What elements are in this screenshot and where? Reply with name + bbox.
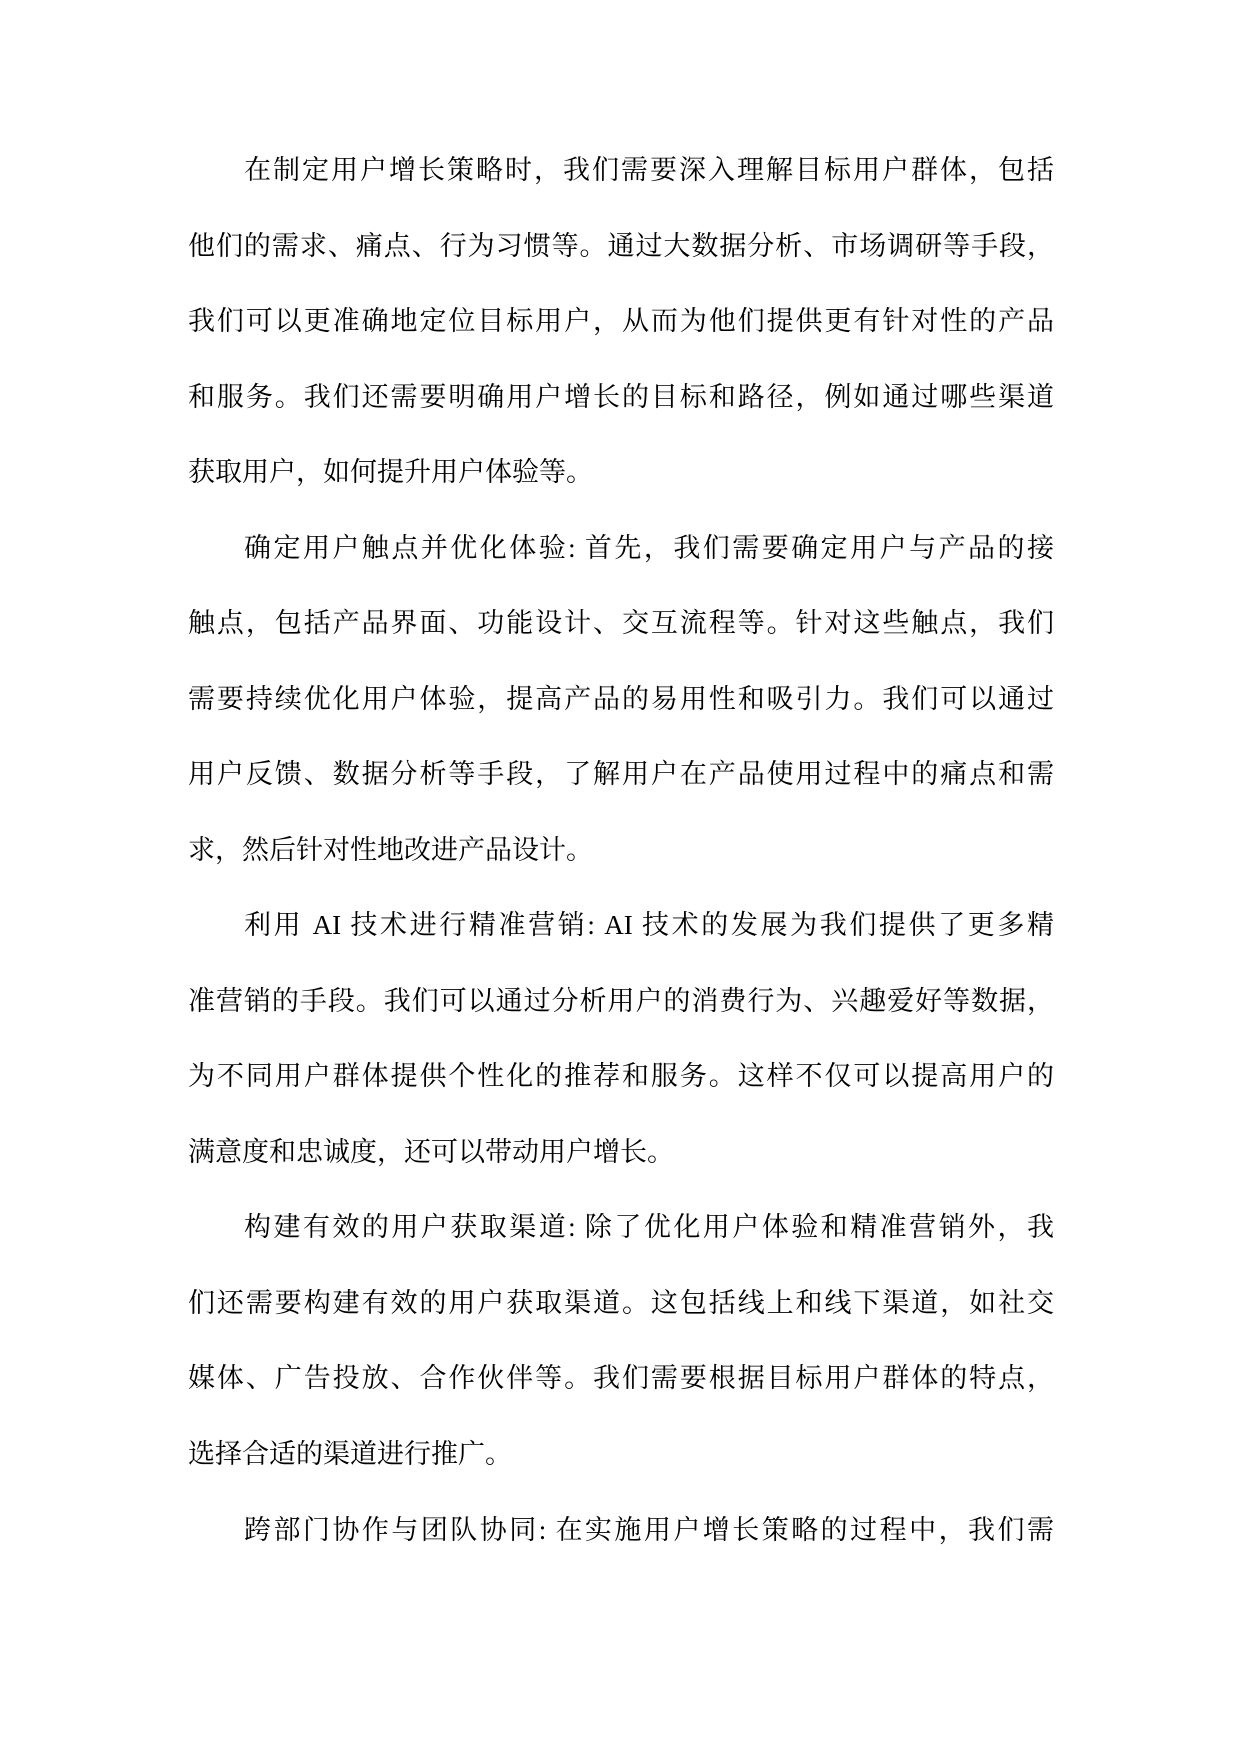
text-line: 媒体、广告投放、合作伙伴等。我们需要根据目标用户群体的特点，	[188, 1363, 1054, 1393]
text-line: 我们可以更准确地定位目标用户，从而为他们提供更有针对性的产品	[188, 306, 1054, 336]
text-line: 在制定用户增长策略时，我们需要深入理解目标用户群体，包括	[244, 155, 1054, 185]
text-line: 跨部门协作与团队协同: 在实施用户增长策略的过程中，我们需	[244, 1515, 1054, 1545]
text-line: 构建有效的用户获取渠道: 除了优化用户体验和精准营销外，我	[244, 1212, 1054, 1242]
text-line: 他们的需求、痛点、行为习惯等。通过大数据分析、市场调研等手段，	[188, 231, 1054, 261]
text-line: 需要持续优化用户体验，提高产品的易用性和吸引力。我们可以通过	[188, 684, 1054, 714]
text-line: 选择合适的渠道进行推广。	[188, 1439, 512, 1469]
text-line: 利用 AI 技术进行精准营销: AI 技术的发展为我们提供了更多精	[244, 910, 1054, 940]
text-line: 求，然后针对性地改进产品设计。	[188, 835, 593, 865]
text-line: 触点，包括产品界面、功能设计、交互流程等。针对这些触点，我们	[188, 608, 1054, 638]
text-line: 准营销的手段。我们可以通过分析用户的消费行为、兴趣爱好等数据，	[188, 986, 1054, 1016]
text-line: 为不同用户群体提供个性化的推荐和服务。这样不仅可以提高用户的	[188, 1061, 1054, 1091]
text-line: 获取用户，如何提升用户体验等。	[188, 457, 593, 487]
text-line: 和服务。我们还需要明确用户增长的目标和路径，例如通过哪些渠道	[188, 382, 1054, 412]
document-text-area	[188, 0, 1054, 1754]
text-line: 们还需要构建有效的用户获取渠道。这包括线上和线下渠道，如社交	[188, 1288, 1054, 1318]
text-line: 确定用户触点并优化体验: 首先，我们需要确定用户与产品的接	[244, 533, 1054, 563]
text-line: 满意度和忠诚度，还可以带动用户增长。	[188, 1137, 674, 1167]
text-line: 用户反馈、数据分析等手段，了解用户在产品使用过程中的痛点和需	[188, 759, 1054, 789]
